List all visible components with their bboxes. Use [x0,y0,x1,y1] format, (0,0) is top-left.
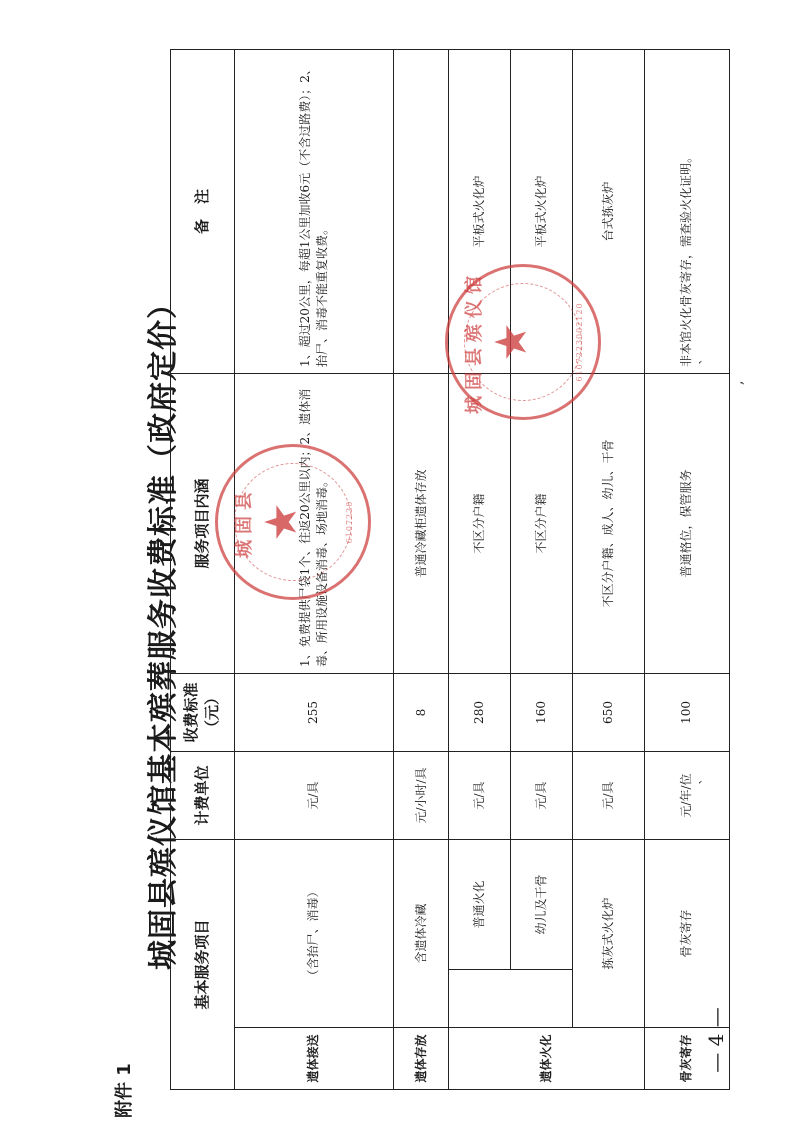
unit-cell: 元/具 [234,751,393,839]
content-cell: 不区分户籍 [449,373,511,673]
content-cell: 不区分户籍、成人、幼儿、干骨 [572,373,644,673]
category-cell: 骨灰寄存 [644,1028,729,1090]
attachment-label: 附件 1 [114,1063,135,1118]
table-row [449,49,511,1089]
price-cell: 650 [572,673,644,751]
price-cell: 255 [234,673,393,751]
table-row [394,49,449,1089]
item-cell: 含遗体冷藏 [394,839,449,1027]
category-cell: 遗体火化 [449,1028,645,1090]
page-title: 城固县殡仪馆基本殡葬服务收费标准（政府定价） [146,288,181,970]
unit-cell: 元/具 [572,751,644,839]
table-row [572,49,644,1089]
header-unit: 计费单位 [171,751,235,839]
seal-a-number: 6107220 [345,500,354,544]
page-number: — 4 — [704,1007,728,1073]
header-price: 收费标准（元） [171,673,235,751]
table-row [511,49,573,1089]
price-cell: 100 [644,673,729,751]
scan-mark: ` [698,358,714,365]
notes-cell: 平板式火化炉 [511,49,573,373]
seal-b-number: 6107223002120 [575,302,584,382]
star-icon: ★ [486,322,537,362]
group-cell: 拣灰式火化炉 [572,839,644,1027]
seal-b-text: 城固县殡仪馆 [464,270,485,414]
item-cell: 普通火化 [449,839,511,969]
unit-cell: 元/小时/具 [394,751,449,839]
header-content: 服务项目内涵 [171,373,235,673]
fee-table [170,49,730,1090]
rotated-document [100,40,746,1120]
notes-cell [394,49,449,373]
notes-cell: 台式拣灰炉 [572,49,644,373]
unit-cell: 元/具 [511,751,573,839]
item-cell: （含抬尸、消毒） [234,839,393,1027]
content-cell: 普通格位，保管服务 [644,373,729,673]
notes-cell: 非本馆火化骨灰寄存，需查验火化证明。 [644,49,729,373]
unit-cell: 元/年/位 [644,751,729,839]
category-cell: 遗体存放 [394,1028,449,1090]
scan-mark: ` [698,778,714,785]
notes-cell: 1、超过20公里，每超1公里加收6元（不含过路费）；2、抬尸、消毒不能重复收费。 [234,49,393,373]
content-cell: 不区分户籍 [511,373,573,673]
unit-cell: 元/具 [449,751,511,839]
table-row [644,49,729,1089]
content-cell: 1、免费提供尸袋1个、往返20公里以内；2、遗体消毒、所用设施设备消毒、场地消毒。 [234,373,393,673]
scan-mark: , [730,380,746,385]
spacer-cell [449,970,572,1028]
price-cell: 160 [511,673,573,751]
header-basic-service: 基本服务项目 [171,839,235,1089]
content-cell: 普通冷藏柜遗体存放 [394,373,449,673]
header-notes: 备 注 [171,49,235,373]
table-row [234,49,393,1089]
star-icon: ★ [256,502,307,542]
table-header-row [171,49,235,1089]
item-cell: 骨灰寄存 [644,839,729,1027]
category-cell: 遗体接送 [234,1028,393,1090]
item-cell: 幼儿及干骨 [511,839,573,969]
price-cell: 280 [449,673,511,751]
seal-a-text: 城固县 [234,486,255,558]
notes-cell: 平板式火化炉 [449,49,511,373]
price-cell: 8 [394,673,449,751]
